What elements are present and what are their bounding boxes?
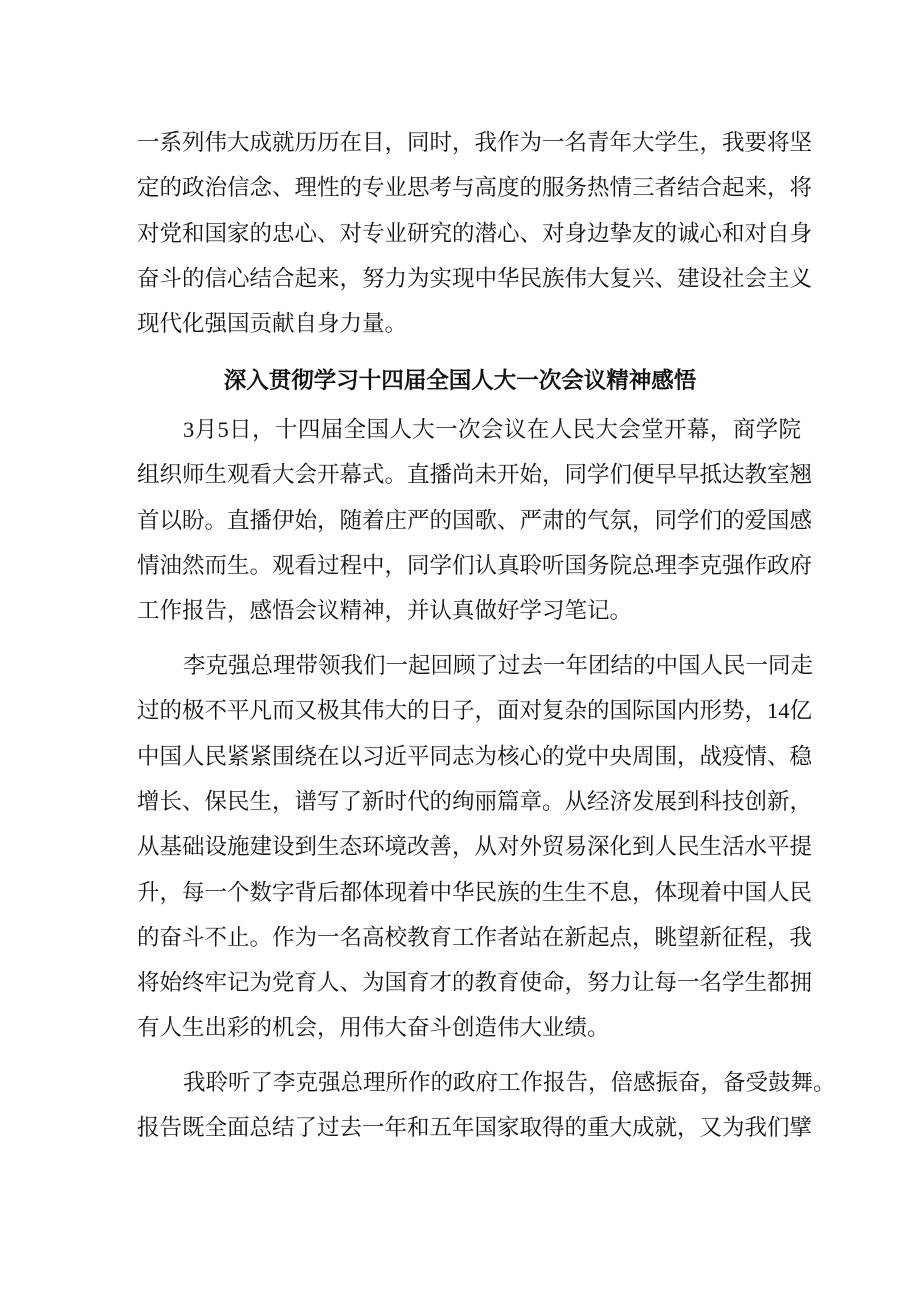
paragraph-line: 奋斗的信心结合起来，努力为实现中华民族伟大复兴、建设社会主义 [137,265,813,291]
paragraph-line: 现代化强国贡献自身力量。 [137,311,408,337]
paragraph-line: 定的政治信念、理性的专业思考与高度的服务热情三者结合起来，将 [137,175,813,201]
paragraph-line: 的奋斗不止。作为一名高校教育工作者站在新起点，眺望新征程，我 [137,924,813,950]
paragraph-line: 从基础设施建设到生态环境改善，从对外贸易深化到人民生活水平提 [137,834,813,860]
paragraph-line: 工作报告，感悟会议精神，并认真做好学习笔记。 [137,598,633,624]
paragraph-line: 中国人民紧紧围绕在以习近平同志为核心的党中央周围，战疫情、稳 [137,743,813,769]
paragraph-line: 对党和国家的忠心、对专业研究的潜心、对身边挚友的诚心和对自身 [137,220,813,246]
paragraph-line: 升，每一个数字背后都体现着中华民族的生生不息，体现着中国人民 [137,879,813,905]
paragraph-line: 3月5日，十四届全国人大一次会议在人民大会堂开幕，商学院 [183,417,801,442]
paragraph-line: 我聆听了李克强总理所作的政府工作报告，倍感振奋，备受鼓舞。 [183,1070,836,1095]
paragraph-line: 有人生出彩的机会，用伟大奋斗创造伟大业绩。 [137,1015,610,1041]
paragraph-line: 首以盼。直播伊始，随着庄严的国歌、严肃的气氛，同学们的爱国感 [137,507,813,533]
paragraph-line: 组织师生观看大会开幕式。直播尚未开始，同学们便早早抵达教室翘 [137,462,813,488]
paragraph-line: 李克强总理带领我们一起回顾了过去一年团结的中国人民一同走 [183,653,814,678]
paragraph-line: 一系列伟大成就历历在目，同时，我作为一名青年大学生，我要将坚 [137,130,813,155]
paragraph-line: 将始终牢记为党育人、为国育才的教育使命，努力让每一名学生都拥 [137,970,813,996]
paragraph-line: 报告既全面总结了过去一年和五年国家取得的重大成就，又为我们擘 [137,1115,813,1141]
paragraph-line: 情油然而生。观看过程中，同学们认真聆听国务院总理李克强作政府 [137,552,813,578]
section-title: 深入贯彻学习十四届全国人大一次会议精神感悟 [223,368,697,393]
paragraph-line: 过的极不平凡而又极其伟大的日子，面对复杂的国际国内形势，14亿 [137,698,813,724]
paragraph-line: 增长、保民生，谱写了新时代的绚丽篇章。从经济发展到科技创新， [137,788,813,814]
